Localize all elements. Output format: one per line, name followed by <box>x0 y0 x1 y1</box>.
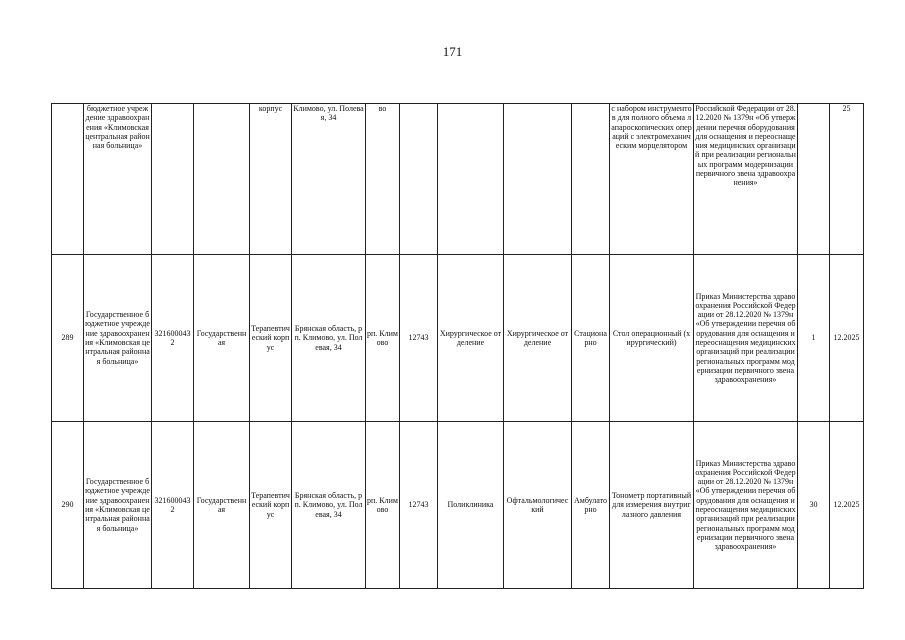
cell-basis: Приказ Министерства здравоохранения Российской Федерации от 28.12.2020 № 1379н «Об утверждении перечня оборудования для оснащения и переоснащения медицинских организаций при реализации региональных программ модернизации первичного звена здравоохранения» <box>694 422 798 589</box>
equipment-registry-table <box>51 103 864 589</box>
cell-care-type <box>572 104 610 255</box>
cell-basis: Приказ Министерства здравоохранения Российской Федерации от 28.12.2020 № 1379н «Об утверждении перечня оборудования для оснащения и переоснащения медицинских организаций при реализации региональных программ модернизации первичного звена здравоохранения» <box>694 255 798 422</box>
cell-department: Поликлиника <box>438 422 504 589</box>
cell-quantity <box>798 104 830 255</box>
cell-care-type: Амбулаторно <box>572 422 610 589</box>
cell-code <box>152 104 194 255</box>
cell-care-type: Стационарно <box>572 255 610 422</box>
cell-building: Терапевтический корпус <box>250 255 292 422</box>
page-number: 171 <box>442 44 463 59</box>
cell-date: 12.2025 <box>830 255 864 422</box>
cell-organization: бюджетное учреждение здравоохранения «Климовская центральная районная больница» <box>84 104 152 255</box>
cell-building: корпус <box>250 104 292 255</box>
cell-number: 289 <box>52 255 84 422</box>
cell-address: Климово, ул. Полевая, 34 <box>292 104 366 255</box>
cell-department <box>438 104 504 255</box>
cell-ownership-form <box>194 104 250 255</box>
cell-oktmo: 12743 <box>400 422 438 589</box>
cell-subdivision <box>504 104 572 255</box>
cell-building: Терапевтический корпус <box>250 422 292 589</box>
cell-oktmo <box>400 104 438 255</box>
table-row <box>52 104 864 255</box>
cell-address: Брянская область, рп. Климово, ул. Полевая, 34 <box>292 255 366 422</box>
cell-quantity: 30 <box>798 422 830 589</box>
cell-number <box>52 104 84 255</box>
cell-oktmo: 12743 <box>400 255 438 422</box>
table-row <box>52 422 864 589</box>
cell-code: 3216000432 <box>152 255 194 422</box>
cell-ownership-form: Государственная <box>194 255 250 422</box>
cell-address: Брянская область, рп. Климово, ул. Полевая, 34 <box>292 422 366 589</box>
cell-equipment: с набором инструментов для полного объема лапароскопических операций с электромеханическим морцелятором <box>610 104 694 255</box>
cell-ownership-form: Государственная <box>194 422 250 589</box>
cell-basis: Российской Федерации от 28.12.2020 № 1379н «Об утверждении перечня оборудования для оснащения и переоснащения медицинских организаций при реализации региональных программ модернизации первичного звена здравоохранения» <box>694 104 798 255</box>
cell-date: 25 <box>830 104 864 255</box>
cell-equipment: Стол операционный (хирургический) <box>610 255 694 422</box>
cell-number: 290 <box>52 422 84 589</box>
cell-quantity: 1 <box>798 255 830 422</box>
cell-locality: рп. Климово <box>366 422 400 589</box>
cell-date: 12.2025 <box>830 422 864 589</box>
cell-subdivision: Хирургическое отделение <box>504 255 572 422</box>
cell-equipment: Тонометр портативный для измерения внутриглазного давления <box>610 422 694 589</box>
cell-department: Хирургическое отделение <box>438 255 504 422</box>
cell-organization: Государственное бюджетное учреждение здравоохранения «Климовская центральная районная больница» <box>84 255 152 422</box>
cell-subdivision: Офтальмологический <box>504 422 572 589</box>
cell-locality: рп. Климово <box>366 255 400 422</box>
cell-code: 3216000432 <box>152 422 194 589</box>
cell-locality: во <box>366 104 400 255</box>
table-row <box>52 255 864 422</box>
cell-organization: Государственное бюджетное учреждение здравоохранения «Климовская центральная районная больница» <box>84 422 152 589</box>
